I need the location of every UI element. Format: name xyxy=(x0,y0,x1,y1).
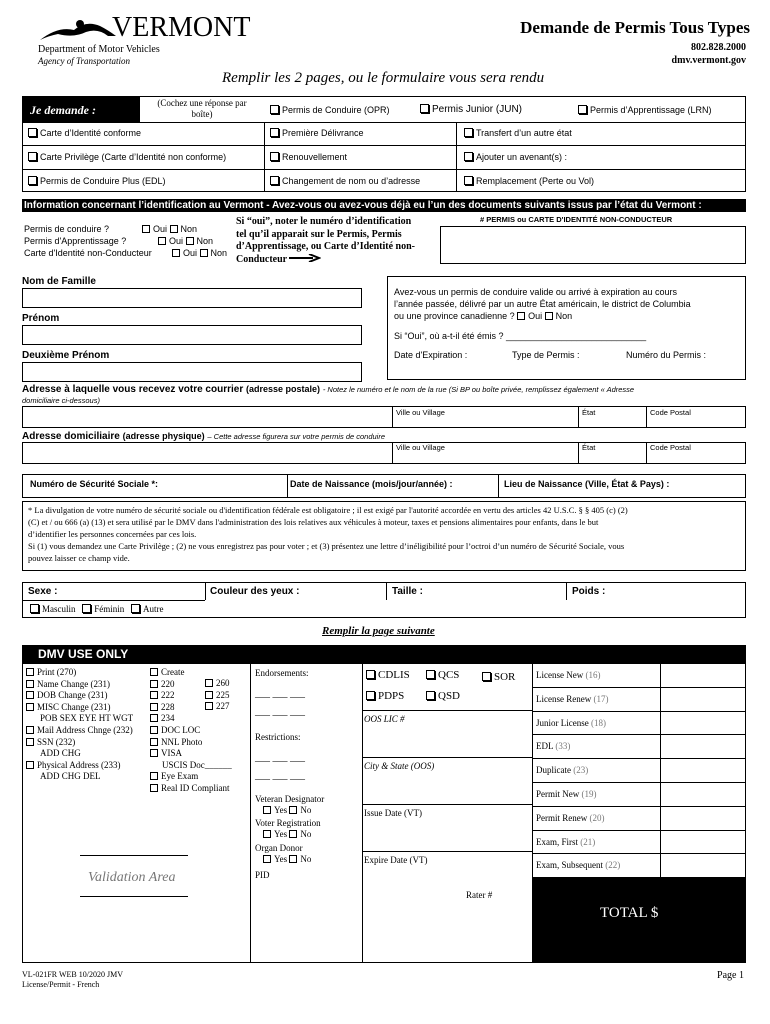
edl-label: Permis de Conduire Plus (EDL) xyxy=(40,176,166,186)
residential-address-field[interactable] xyxy=(22,442,746,464)
checkbox-lrn[interactable] xyxy=(578,105,712,115)
residential-city-label: Ville ou Village xyxy=(396,443,445,452)
phone-number: 802.828.2000 xyxy=(691,42,746,53)
weight-label: Poids : xyxy=(572,586,606,597)
other-license-no[interactable] xyxy=(545,312,553,320)
fee-code: (16) xyxy=(585,670,601,680)
validation-area: Validation Area xyxy=(88,870,176,885)
fee-label: EDL xyxy=(536,741,554,752)
privilege-card-label: Carte Privilège (Carte d’Identité non conforme) xyxy=(40,152,227,162)
checkbox-transfer[interactable] xyxy=(464,128,572,138)
page-instruction: Remplir les 2 pages, ou le formulaire vous sera rendu xyxy=(222,70,545,86)
opr-label: Permis de Conduire (OPR) xyxy=(282,105,390,115)
fee-row xyxy=(536,837,595,847)
residential-state-label: État xyxy=(582,443,596,452)
expiration-date-label: Date d'Expiration : xyxy=(394,350,468,360)
fee-label: Permit New xyxy=(536,789,580,799)
request-label-box xyxy=(22,96,140,122)
checkbox-replacement[interactable] xyxy=(464,176,594,186)
fee-label: License New xyxy=(536,670,584,680)
jun-label: Permis Junior (JUN) xyxy=(432,104,523,115)
renewal-label: Renouvellement xyxy=(282,152,348,162)
arrow-right-icon xyxy=(289,254,321,262)
fee-code: (17) xyxy=(593,693,609,704)
last-name-label: Nom de Famille xyxy=(22,276,96,287)
fee-code: (21) xyxy=(580,836,596,847)
total-label: TOTAL $ xyxy=(600,905,659,921)
page-number: Page 1 xyxy=(717,970,744,981)
footer-form-id: VL-021FR WEB 10/2020 JMV xyxy=(22,970,123,979)
cdlis-checkbox[interactable]: CDLIS xyxy=(366,669,410,681)
sex-options xyxy=(30,604,164,614)
eye-color-label: Couleur des yeux : xyxy=(210,586,300,597)
fee-code: (18) xyxy=(590,717,606,728)
validation-line-top xyxy=(80,855,188,856)
id-info-banner: Information concernant l’identification au Vermont - Avez-vous ou avez-vous déjà eu l’un des documents suivants issus par l’état du Vermont : xyxy=(22,199,746,212)
lrn-label: Permis d’Apprentissage (LRN) xyxy=(590,105,712,115)
logo-text: VERMONT xyxy=(112,12,251,43)
id-number-field[interactable] xyxy=(440,226,746,264)
q-drivers-license: Permis de conduire ? xyxy=(24,224,110,234)
middle-name-label: Deuxième Prénom xyxy=(22,350,110,361)
dmv-column-codes: Create 220 222 228 234 DOC LOC NNL Photo VISA USCIS Doc______ Eye Exam Real ID Compliant xyxy=(150,667,232,795)
dob-label: Date de Naissance (mois/jour/année) : xyxy=(290,479,453,489)
fee-label: Exam, First xyxy=(536,836,578,847)
qcs-checkbox[interactable]: QCS xyxy=(426,669,459,681)
fee-code: (20) xyxy=(589,812,605,823)
first-issuance-label: Première Délivrance xyxy=(282,128,364,138)
license-number-label: Numéro du Permis : xyxy=(626,350,707,360)
mailing-zip-label: Code Postal xyxy=(650,408,691,417)
dmv-column-transactions: Print (270) Name Change (231) DOB Change (231) MISC Change (231) POB SEX EYE HT WGT Mail Address Chnge (232) SSN (232) ADD CHG Physical Address (233) ADD CHG DEL xyxy=(26,667,133,783)
first-name-label: Prénom xyxy=(22,313,60,324)
mailing-address-heading: Adresse à laquelle vous recevez votre courrier (adresse postale) - Notez le numéro et le nom de la rue (Si BP ou boîte privée, remplissez également « Adresse xyxy=(22,384,635,395)
license-type-label: Type de Permis : xyxy=(512,350,580,360)
endorsements-label: Endorsements: xyxy=(255,668,309,678)
fee-code: (22) xyxy=(605,860,621,871)
pob-label: Lieu de Naissance (Ville, État & Pays) : xyxy=(504,479,670,489)
id-number-note: Si “oui”, noter le numéro d’identification tel qu’il apparait sur le Permis, Permis d’Apprentissage, ou Carte d’Identité non- Conducteur xyxy=(236,216,415,265)
fee-label: License Renew xyxy=(536,693,592,704)
mailing-address-field[interactable] xyxy=(22,406,746,428)
q-nondriver-id: Carte d'Identité non-Conducteur xyxy=(24,248,152,258)
fee-row xyxy=(536,718,606,728)
continue-next-page: Remplir la page suivante xyxy=(322,625,435,637)
organ-donor: Organ Donor Yes No xyxy=(255,843,312,864)
dl-yes-no[interactable]: Oui Non xyxy=(142,224,197,234)
checkbox-renewal[interactable] xyxy=(270,152,347,162)
fee-code: (23) xyxy=(573,765,589,776)
checkbox-first-issuance[interactable] xyxy=(270,128,364,138)
checkbox-name-address-change[interactable] xyxy=(270,176,420,186)
agency-name: Agency of Transportation xyxy=(38,56,130,66)
height-label: Taille : xyxy=(392,586,423,597)
mailing-address-note: domiciliaire ci-dessous) xyxy=(22,396,100,405)
q-learner-permit: Permis d'Apprentissage ? xyxy=(24,236,127,246)
sex-female-checkbox[interactable]: Féminin xyxy=(82,604,124,614)
disclosure-text: * La divulgation de votre numéro de sécurité sociale ou d'identification fédérale est obligatoire ; il est exigé par l'autorité accordée en vertu des articles 42 U.S.C. § § 405 (c) (2) (C) et / ou 666 (a) (13) et sera utilisé par le DMV dans l'administration des lois relatives aux véhicules à moteur, taxes et pensions alimentaires pour enfants, dans le but d’identifier les personnes concernées par ces lois. Si (1) vous demandez une Carte Privilège ; (2) ne vous enregistrez pas pour voter ; et (3) présentez une lettre d’inéligibilité pour l’octroi d’un numéro de Sécurité Sociale, vous pouvez laisser ce champ vide. xyxy=(28,505,628,563)
fee-row xyxy=(536,670,600,680)
first-name-field[interactable] xyxy=(22,325,362,345)
pid-label: PID xyxy=(255,870,270,880)
fee-row xyxy=(536,813,605,823)
expire-date-label: Expire Date (VT) xyxy=(364,855,428,865)
rater-label: Rater # xyxy=(466,890,493,900)
fee-label: Exam, Subsequent xyxy=(536,860,603,871)
other-license-yes[interactable] xyxy=(517,312,525,320)
sex-label: Sexe : xyxy=(28,586,58,597)
request-label: Je demande : xyxy=(30,103,96,117)
website: dmv.vermont.gov xyxy=(671,55,746,66)
issue-date-label: Issue Date (VT) xyxy=(364,808,422,818)
checkbox-real-id[interactable] xyxy=(28,128,141,138)
fee-row xyxy=(536,741,570,751)
residential-zip-label: Code Postal xyxy=(650,443,691,452)
validation-line-bottom xyxy=(80,896,188,897)
checkbox-edl[interactable] xyxy=(28,176,166,186)
issued-where: Si “Oui”, où a-t-il été émis ? ____________________________ xyxy=(394,331,647,341)
real-id-label: Carte d’Identité conforme xyxy=(40,128,142,138)
footer-form-name: License/Permit - French xyxy=(22,980,100,989)
endorsement-label: Ajouter un avenant(s) : xyxy=(476,152,568,162)
sex-other-checkbox[interactable]: Autre xyxy=(131,604,164,614)
residential-address-heading: Adresse domiciliaire (adresse physique) – Cette adresse figurera sur votre permis de conduire xyxy=(22,431,386,442)
mailing-state-label: État xyxy=(582,408,596,417)
last-name-field[interactable] xyxy=(22,288,362,308)
checkbox-endorsement[interactable] xyxy=(464,152,567,162)
form-title: Demande de Permis Tous Types xyxy=(520,18,750,37)
request-hint: (Cochez une réponse par boîte) xyxy=(157,98,247,119)
fee-code: (33) xyxy=(555,741,571,752)
dmv-use-only-header: DMV USE ONLY xyxy=(22,645,746,663)
department-name: Department of Motor Vehicles xyxy=(38,44,160,55)
veteran-designator: Veteran Designator Yes No xyxy=(255,794,325,815)
fee-label: Permit Renew xyxy=(536,812,588,823)
checkbox-privilege-card[interactable] xyxy=(28,152,226,162)
name-address-change-label: Changement de nom ou d’adresse xyxy=(282,176,421,186)
ssn-label: Numéro de Sécurité Sociale *: xyxy=(30,479,159,489)
voter-registration: Voter Registration Yes No xyxy=(255,818,321,839)
transfer-label: Transfert d’un autre état xyxy=(476,128,572,138)
fee-row xyxy=(536,765,588,775)
fee-row xyxy=(536,860,620,870)
restrictions-label: Restrictions: xyxy=(255,732,301,742)
middle-name-field[interactable] xyxy=(22,362,362,382)
oos-license-label: OOS LIC # xyxy=(364,714,405,724)
qsd-checkbox[interactable]: QSD xyxy=(426,690,460,702)
fee-label: Junior License xyxy=(536,717,589,728)
permit-yes-no[interactable]: Oui Non xyxy=(158,236,213,246)
sor-checkbox[interactable]: SOR xyxy=(482,671,515,683)
other-license-question: Avez-vous un permis de conduire valide ou arrivé à expiration au cours l’année passée, délivré par un autre État américain, le district de Columbia ou une province canadienne ? Oui Non xyxy=(394,287,691,321)
mailing-city-label: Ville ou Village xyxy=(396,408,445,417)
mountain-logo-icon xyxy=(38,18,118,44)
checkbox-jun[interactable] xyxy=(420,104,522,115)
pdps-checkbox[interactable]: PDPS xyxy=(366,690,404,702)
replacement-label: Remplacement (Perte ou Vol) xyxy=(476,176,595,186)
total-box xyxy=(532,877,746,963)
fee-row xyxy=(536,694,608,704)
sex-male-checkbox[interactable]: Masculin xyxy=(30,604,76,614)
checkbox-opr[interactable] xyxy=(270,105,390,115)
id-number-label: # PERMIS ou CARTE D'IDENTITÉ NON-CONDUCTEUR xyxy=(480,215,673,224)
city-state-oos-label: City & State (OOS) xyxy=(364,761,435,771)
fee-row xyxy=(536,789,597,799)
id-yes-no[interactable]: Oui Non xyxy=(172,248,227,258)
dmv-column-codes-2: 260 225 227 xyxy=(205,678,230,713)
fee-code: (19) xyxy=(581,789,597,799)
fee-label: Duplicate xyxy=(536,765,571,776)
